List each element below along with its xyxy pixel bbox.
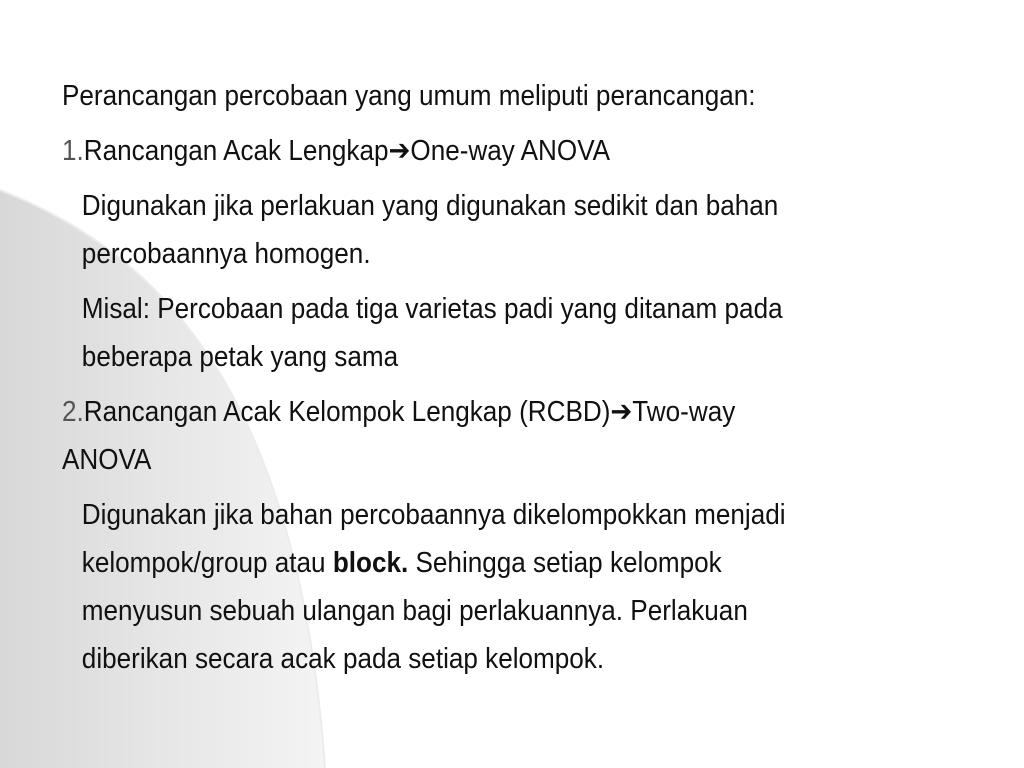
item-2-desc-pre: kelompok/group atau <box>81 547 333 579</box>
item-1-desc-line: percobaannya homogen. <box>81 238 371 270</box>
item-2-description <box>62 491 980 683</box>
arrow-right-icon: ➔ <box>388 135 411 167</box>
item-2-method-part2: ANOVA <box>62 444 152 476</box>
item-1-example-line: Misal: Percobaan pada tiga varietas padi yang ditanam pada <box>81 293 783 325</box>
item-1-number: 1. <box>62 135 84 167</box>
item-1-title: Rancangan Acak Lengkap <box>83 135 389 167</box>
item-2-desc-line <box>82 539 980 587</box>
item-2-number: 2. <box>62 396 84 428</box>
arrow-right-icon: ➔ <box>610 396 633 428</box>
item-1-description <box>62 182 980 278</box>
item-2-desc-line: diberikan secara acak pada setiap kelompok. <box>81 643 605 675</box>
item-2-heading <box>62 388 980 484</box>
item-2-desc-post: Sehingga setiap kelompok <box>408 547 722 579</box>
item-2-method-part1: Two-way <box>632 396 736 428</box>
item-1-desc-line: Digunakan jika perlakuan yang digunakan sedikit dan bahan <box>81 190 779 222</box>
item-1-example <box>62 285 980 381</box>
slide-content <box>62 72 980 683</box>
item-2-desc-bold: block. <box>332 547 409 579</box>
intro-text: Perancangan percobaan yang umum meliputi perancangan: <box>62 80 756 112</box>
item-2-desc-line: menyusun sebuah ulangan bagi perlakuannya. Perlakuan <box>81 595 748 627</box>
item-1-method: One-way ANOVA <box>410 135 611 167</box>
item-2-title: Rancangan Acak Kelompok Lengkap (RCBD) <box>83 396 611 428</box>
item-1-example-line: beberapa petak yang sama <box>81 341 399 373</box>
item-2-desc-line: Digunakan jika bahan percobaannya dikelompokkan menjadi <box>81 499 786 531</box>
item-1-heading <box>62 127 980 175</box>
